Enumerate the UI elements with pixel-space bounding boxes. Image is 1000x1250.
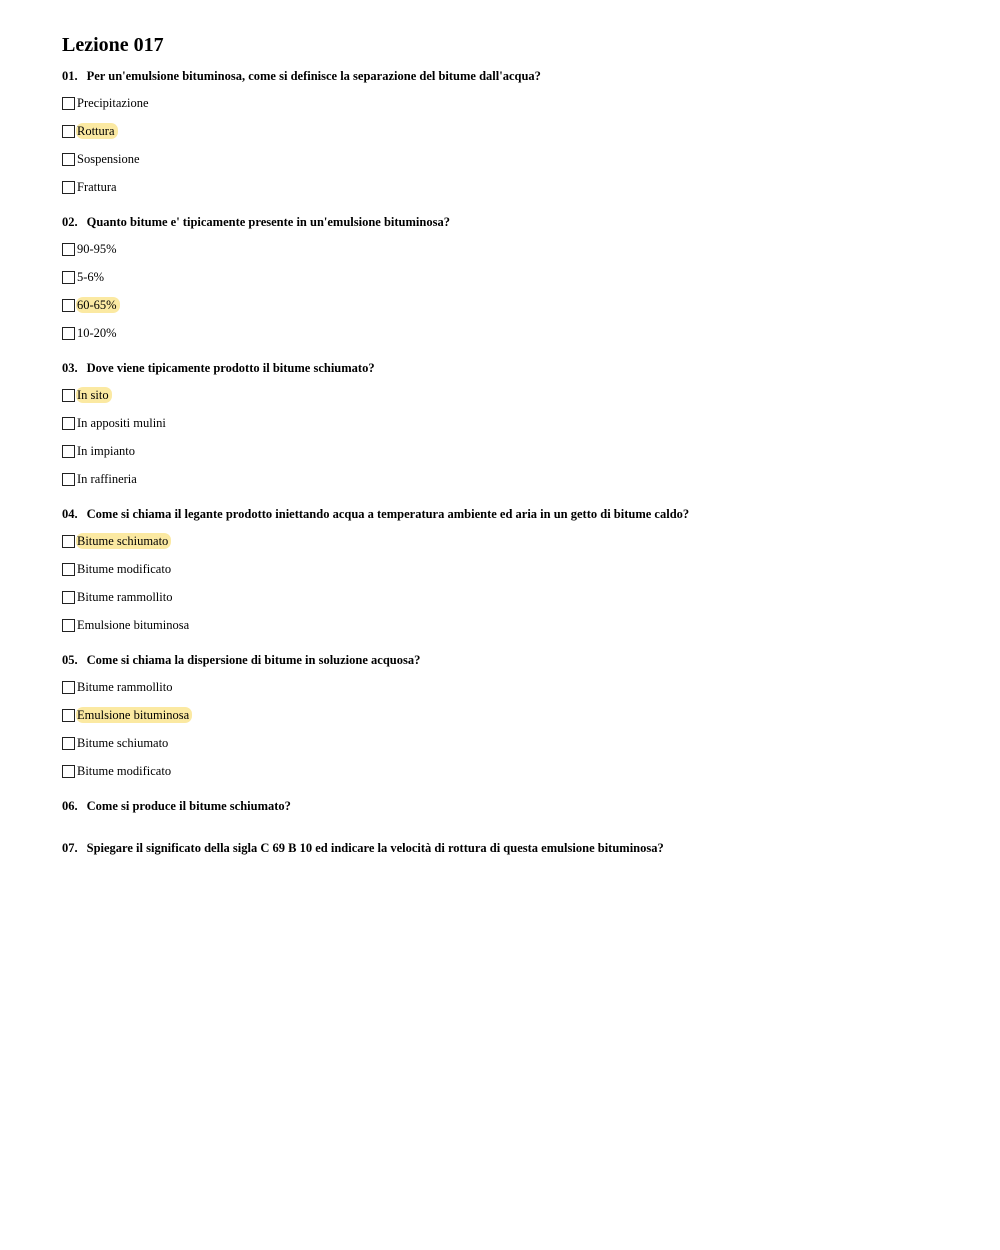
question-list (62, 68, 962, 856)
answer-option[interactable] (62, 763, 962, 779)
question-number: 02. (62, 215, 78, 229)
answer-label: Sospensione (77, 152, 140, 166)
question-text: Spiegare il significato della sigla C 69 B 10 ed indicare la velocità di rottura di questa emulsione bituminosa? (86, 841, 664, 855)
answer-checkbox[interactable] (62, 327, 75, 340)
question-03 (62, 360, 962, 487)
question-heading (62, 506, 962, 522)
answer-label: Bitume rammollito (77, 680, 173, 694)
answer-checkbox[interactable] (62, 243, 75, 256)
answer-label-highlighted: 60-65% (76, 297, 120, 313)
answer-label: Bitume schiumato (77, 736, 169, 750)
page-title: Lezione 017 (62, 34, 164, 56)
answer-label: 10-20% (77, 326, 117, 340)
answer-option[interactable] (62, 95, 962, 111)
answer-option[interactable] (62, 471, 962, 487)
answer-option[interactable] (62, 241, 962, 257)
answer-checkbox[interactable] (62, 125, 75, 138)
question-number: 01. (62, 69, 78, 83)
answer-checkbox[interactable] (62, 681, 75, 694)
question-number: 07. (62, 841, 78, 855)
answer-option[interactable] (62, 179, 962, 195)
answer-label: Emulsione bituminosa (77, 618, 190, 632)
question-text: Come si produce il bitume schiumato? (86, 799, 291, 813)
answer-label: Bitume modificato (77, 764, 172, 778)
answer-label: 5-6% (77, 270, 105, 284)
answer-option[interactable] (62, 123, 962, 139)
answer-checkbox[interactable] (62, 709, 75, 722)
question-heading (62, 360, 962, 376)
question-heading (62, 68, 962, 84)
question-text: Come si chiama la dispersione di bitume in soluzione acquosa? (86, 653, 421, 667)
answer-checkbox[interactable] (62, 473, 75, 486)
question-heading (62, 840, 962, 856)
answer-option[interactable] (62, 151, 962, 167)
answer-checkbox[interactable] (62, 389, 75, 402)
answer-checkbox[interactable] (62, 97, 75, 110)
answer-option[interactable] (62, 533, 962, 549)
answer-option[interactable] (62, 415, 962, 431)
answer-label-highlighted: Emulsione bituminosa (76, 707, 192, 723)
quiz-page (62, 33, 962, 882)
question-text: Quanto bitume e' tipicamente presente in un'emulsione bituminosa? (86, 215, 450, 229)
answer-checkbox[interactable] (62, 445, 75, 458)
answer-option[interactable] (62, 297, 962, 313)
answer-option[interactable] (62, 443, 962, 459)
answer-option[interactable] (62, 707, 962, 723)
question-number: 05. (62, 653, 78, 667)
question-number: 06. (62, 799, 78, 813)
question-heading (62, 652, 962, 668)
question-heading (62, 214, 962, 230)
question-number: 03. (62, 361, 78, 375)
answer-checkbox[interactable] (62, 417, 75, 430)
answer-option[interactable] (62, 269, 962, 285)
answer-label: Bitume modificato (77, 562, 172, 576)
answer-label: Precipitazione (77, 96, 149, 110)
answer-label: Frattura (77, 180, 117, 194)
question-04 (62, 506, 962, 633)
question-heading (62, 798, 962, 814)
answer-checkbox[interactable] (62, 535, 75, 548)
answer-checkbox[interactable] (62, 271, 75, 284)
answer-checkbox[interactable] (62, 299, 75, 312)
answer-checkbox[interactable] (62, 737, 75, 750)
answer-checkbox[interactable] (62, 591, 75, 604)
answer-checkbox[interactable] (62, 153, 75, 166)
answer-label: Bitume rammollito (77, 590, 173, 604)
answer-checkbox[interactable] (62, 181, 75, 194)
answer-label-highlighted: Rottura (76, 123, 118, 139)
answer-checkbox[interactable] (62, 765, 75, 778)
answer-option[interactable] (62, 387, 962, 403)
answer-checkbox[interactable] (62, 619, 75, 632)
answer-label: 90-95% (77, 242, 117, 256)
question-06 (62, 798, 962, 814)
question-text: Dove viene tipicamente prodotto il bitume schiumato? (86, 361, 375, 375)
answer-option[interactable] (62, 735, 962, 751)
question-number: 04. (62, 507, 78, 521)
question-text: Per un'emulsione bituminosa, come si definisce la separazione del bitume dall'acqua? (86, 69, 541, 83)
question-05 (62, 652, 962, 779)
answer-label: In impianto (77, 444, 135, 458)
answer-label-highlighted: Bitume schiumato (76, 533, 171, 549)
answer-label: In raffineria (77, 472, 137, 486)
answer-option[interactable] (62, 561, 962, 577)
question-07 (62, 840, 962, 856)
answer-option[interactable] (62, 589, 962, 605)
question-text: Come si chiama il legante prodotto iniettando acqua a temperatura ambiente ed aria in un getto di bitume caldo? (86, 507, 690, 521)
answer-checkbox[interactable] (62, 563, 75, 576)
answer-label-highlighted: In sito (76, 387, 112, 403)
answer-label: In appositi mulini (77, 416, 166, 430)
answer-option[interactable] (62, 325, 962, 341)
answer-option[interactable] (62, 617, 962, 633)
answer-option[interactable] (62, 679, 962, 695)
question-01 (62, 68, 962, 195)
question-02 (62, 214, 962, 341)
